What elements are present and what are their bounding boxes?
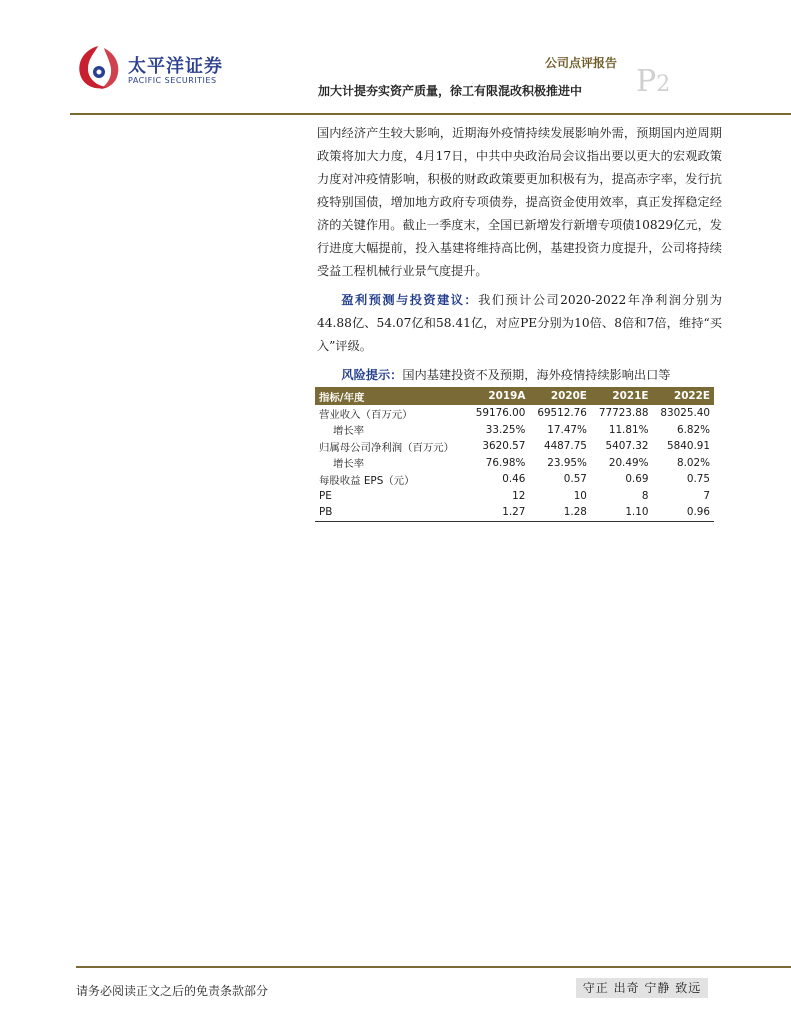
table-cell: 83025.40	[660, 407, 710, 420]
table-cell: 1.27	[468, 504, 530, 521]
table-row	[315, 504, 714, 521]
table-cell: 10	[573, 489, 587, 502]
page-headline: 加大计提夯实资产质量，徐工有限混改积极推进中	[318, 84, 583, 98]
table-cell: 69512.76	[537, 407, 587, 420]
table-cell: 1.10	[591, 504, 653, 521]
footer-motto: 守正 出奇 宁静 致远	[576, 978, 708, 998]
table-header: 2022E	[652, 387, 714, 405]
financial-forecast-table	[315, 387, 714, 522]
table-row	[315, 422, 714, 439]
forecast-text: 我们预计公司2020-2022年净利润分别为44.88亿、54.07亿和58.41亿，对应PE分别为10倍、8倍和7倍，维持“买入”评级。	[317, 293, 722, 353]
page-digit: 2	[656, 72, 671, 97]
table-row	[315, 488, 714, 505]
risk-paragraph	[317, 364, 722, 387]
report-type: 公司点评报告	[544, 56, 617, 70]
table-cell: 7	[703, 489, 710, 502]
table-cell: 0.75	[686, 473, 710, 486]
table-header: 2021E	[591, 387, 653, 405]
row-label: 增长率	[333, 458, 365, 471]
table-cell: 11.81%	[608, 423, 649, 436]
table-cell: 12	[512, 489, 526, 502]
table-row	[315, 405, 714, 422]
table-cell: 0.69	[625, 473, 649, 486]
table-cell: 59176.00	[475, 407, 526, 420]
table-header-row	[315, 387, 714, 405]
row-label: 归属母公司净利润（百万元）	[319, 441, 455, 454]
logo-mark-icon	[74, 42, 122, 92]
table-cell: 76.98%	[485, 456, 526, 469]
table-cell: 8.02%	[676, 456, 710, 469]
table-cell: 5840.91	[667, 440, 710, 453]
risk-label: 风险提示：	[341, 368, 403, 382]
table-cell: 8	[641, 489, 649, 502]
table-cell: 0.46	[502, 473, 526, 486]
table-cell: 3620.57	[482, 440, 526, 453]
table-cell: 33.25%	[485, 423, 526, 436]
table-cell: 0.57	[563, 473, 587, 486]
table-header: 2019A	[468, 387, 530, 405]
forecast-label: 盈利预测与投资建议：	[341, 293, 479, 307]
table-cell: 4487.75	[543, 440, 587, 453]
table-row	[315, 438, 714, 455]
table-cell: 5407.32	[605, 440, 649, 453]
footer-disclaimer: 请务必阅读正文之后的免责条款部分	[76, 984, 269, 998]
logo-text-cn: 太平洋证券	[128, 56, 223, 77]
row-label: 营业收入（百万元）	[319, 408, 413, 421]
forecast-paragraph	[317, 289, 722, 358]
risk-text: 国内基建投资不及预期，海外疫情持续影响出口等	[402, 368, 671, 382]
logo-text-en: PACIFIC SECURITIES	[128, 76, 217, 85]
row-label: 每股收益 EPS（元）	[319, 474, 415, 487]
page-number	[636, 64, 670, 99]
row-label: PE	[319, 489, 332, 502]
table-cell: 1.28	[529, 504, 591, 521]
table-row	[315, 471, 714, 488]
page-letter: P	[636, 64, 657, 99]
table-cell: 6.82%	[676, 423, 710, 436]
table-row	[315, 455, 714, 472]
company-logo	[74, 42, 224, 92]
table-header: 2020E	[529, 387, 591, 405]
table-header: 指标/年度	[315, 387, 468, 405]
header-divider	[70, 113, 791, 115]
table-cell: 23.95%	[547, 456, 587, 469]
table-cell: 17.47%	[547, 423, 587, 436]
table-cell: 0.96	[652, 504, 714, 521]
footer-divider	[76, 966, 791, 968]
table-cell: 77723.88	[598, 407, 649, 420]
body-paragraph: 国内经济产生较大影响，近期海外疫情持续发展影响外需，预期国内逆周期政策将加大力度，4月17日，中共中央政治局会议指出要以更大的宏观政策力度对冲疫情影响，积极的财政政策要更加积极有为，提高赤字率，发行抗疫特别国债，增加地方政府专项债券，提高资金使用效率，真正发挥稳定经济的关键作用。截止一季度末，全国已新增发行新增专项债10829亿元，发行进度大幅提前，投入基建将维持高比例，基建投资力度提升，公司将持续受益工程机械行业景气度提升。	[317, 126, 722, 278]
report-body	[317, 122, 722, 387]
row-label: PB	[315, 504, 468, 521]
table-cell: 20.49%	[608, 456, 649, 469]
row-label: 增长率	[333, 425, 365, 438]
